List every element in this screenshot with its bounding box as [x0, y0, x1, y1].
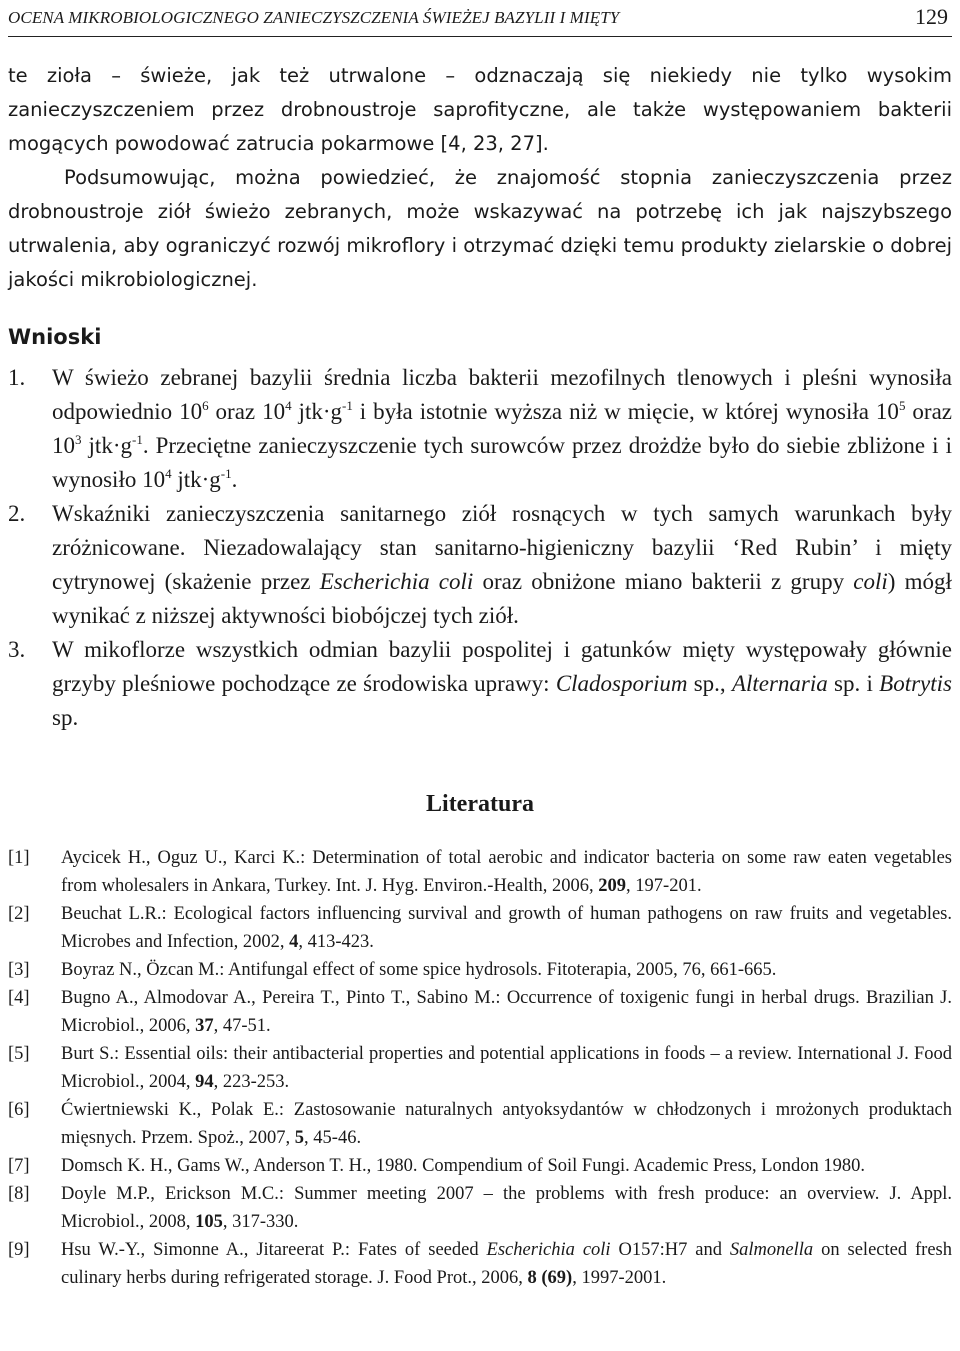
text-run: , 1997-2001. [572, 1268, 667, 1288]
text-run: i była istotnie wyższa niż w mięcie, w której wynosiła 10 [352, 399, 899, 424]
reference-list [8, 844, 952, 1292]
reference-text [61, 1236, 952, 1292]
text-run: , 317-330. [222, 1212, 299, 1232]
text-run: . Przeciętne zanieczyszczenie tych surowców przez drożdże było do siebie zbliżone i i wynosiło 10 [52, 433, 952, 492]
volume: 94 [195, 1072, 214, 1092]
superscript: 4 [165, 466, 172, 481]
text-run: oraz 10 [52, 399, 952, 458]
reference-item [8, 1152, 952, 1180]
reference-text [61, 900, 952, 956]
superscript: 3 [75, 432, 82, 447]
superscript: -1 [342, 398, 353, 413]
volume: 209 [598, 876, 627, 896]
paragraph-summary: Podsumowując, można powiedzieć, że znajomość stopnia zanieczyszczenia przez drobnoustroje ziół świeżo zebranych, może wskazywać na potrzebę ich jak najszybszego utrwalenia, aby ograniczyć rozwój mikroflory i otrzymać dzięki temu produkty zielarskie o dobrej jakości mikrobiologicznej. [8, 166, 952, 291]
superscript: 5 [898, 398, 906, 413]
volume: 8 (69) [522, 1268, 573, 1288]
reference-number: [8] [8, 1184, 30, 1204]
text-run: Hsu W.-Y., Simonne A., Jitareerat P.: Fates of seeded [61, 1240, 487, 1260]
superscript: 4 [285, 398, 292, 413]
text-run: W mikoflorze wszystkich odmian bazylii pospolitej i gatunków mięty występowały głównie grzyby pleśniowe pochodzące ze środowiska uprawy: [52, 637, 952, 696]
text-run: Ćwiertniewski K., Polak E.: Zastosowanie naturalnych antyoksydantów w chłodzonych i mrożonych produktach mięsnych. Przem. Spoż., 2007, [61, 1100, 952, 1148]
reference-text [61, 1040, 952, 1096]
reference-item [8, 1096, 952, 1152]
text-run: , 45-46. [304, 1128, 362, 1148]
text-run: Wskaźniki zanieczyszczenia sanitarnego ziół rosnących w tych samych warunkach były zróżnicowane. Niezadowalający stan sanitarno-higieniczny bazylii ‘Red Rubin’ i mięty cytrynowej (skażenie przez [52, 501, 952, 594]
conclusions-heading: Wnioski [8, 325, 102, 349]
reference-number: [6] [8, 1100, 30, 1120]
reference-number: [9] [8, 1240, 30, 1260]
text-run: Aycicek H., Oguz U., Karci K.: Determination of total aerobic and indicator bacteria on some raw eaten vegetables from wholesalers in Ankara, Turkey. Int. J. Hyg. Environ.-Health, 2006, [61, 848, 952, 896]
reference-item [8, 844, 952, 900]
running-title: OCENA MIKROBIOLOGICZNEGO ZANIECZYSZCZENIA ŚWIEŻEJ BAZYLII I MIĘTY [8, 8, 620, 27]
conclusion-number: 3. [8, 637, 26, 662]
text-run: jtk·g [291, 399, 342, 424]
text-run: W świeżo zebranej bazylii średnia liczba bakterii mezofilnych tlenowych i pleśni wynosiła odpowiednio 10 [52, 365, 952, 424]
conclusion-text [52, 633, 952, 735]
volume: 5 [294, 1128, 305, 1148]
reference-number: [2] [8, 904, 30, 924]
reference-item [8, 956, 952, 984]
conclusions-list [8, 361, 952, 735]
text-run: Boyraz N., Özcan M.: Antifungal effect of some spice hydrosols. Fitoterapia, 2005, 76, 661-665. [61, 960, 777, 980]
text-run: oraz 10 [208, 399, 286, 424]
text-run: Beuchat L.R.: Ecological factors influencing survival and growth of human pathogens on raw fruits and vegetables. Microbes and Infection, 2002, [61, 904, 952, 952]
volume: 4 [289, 932, 299, 952]
species-name: Botrytis [879, 671, 953, 696]
reference-number: [3] [8, 960, 30, 980]
text-run: Bugno A., Almodovar A., Pereira T., Pinto T., Sabino M.: Occurrence of toxigenic fungi in herbal drugs. Brazilian J. Microbiol., 2006, [61, 988, 952, 1036]
superscript: -1 [131, 432, 143, 447]
text-run: Burt S.: Essential oils: their antibacterial properties and potential applications in foods – a review. International J. Food Microbiol., 2004, [61, 1044, 952, 1092]
text-run: O157:H7 and [610, 1240, 730, 1260]
conclusion-text [52, 361, 952, 497]
species-name: Escherichia coli [486, 1240, 611, 1260]
text-run: oraz obniżone miano bakterii z grupy [473, 569, 854, 594]
conclusion-item [8, 633, 952, 735]
species-name: Alternaria [731, 671, 828, 696]
running-header [8, 2, 952, 37]
body-text [8, 59, 952, 297]
page-number: 129 [915, 4, 948, 29]
text-run: on selected fresh culinary herbs during refrigerated storage. J. Food Prot., 2006, [61, 1240, 953, 1288]
reference-number: [7] [8, 1156, 30, 1176]
reference-number: [5] [8, 1044, 30, 1064]
text-run: Domsch K. H., Gams W., Anderson T. H., 1980. Compendium of Soil Fungi. Academic Press, London 1980. [61, 1156, 866, 1176]
reference-text [61, 984, 952, 1040]
conclusion-number: 1. [8, 365, 26, 390]
reference-item [8, 1040, 952, 1096]
reference-text [61, 1096, 952, 1152]
text-run: jtk·g [171, 467, 221, 492]
text-run: , 413-423. [298, 932, 374, 952]
reference-item [8, 1236, 952, 1292]
reference-item [8, 1180, 952, 1236]
conclusion-item [8, 497, 952, 633]
reference-text [61, 1152, 952, 1180]
reference-text [61, 956, 952, 984]
reference-item [8, 984, 952, 1040]
volume: 37 [195, 1016, 214, 1036]
volume: 105 [195, 1212, 223, 1232]
species-name: coli [853, 569, 888, 594]
superscript: 6 [202, 398, 209, 413]
reference-number: [4] [8, 988, 30, 1008]
reference-text [61, 1180, 952, 1236]
text-run: sp. [52, 705, 79, 730]
reference-item [8, 900, 952, 956]
superscript: -1 [220, 466, 232, 481]
conclusion-text [52, 497, 952, 633]
text-run: , 197-201. [626, 876, 702, 896]
text-run: jtk·g [81, 433, 132, 458]
document-page [8, 0, 952, 1292]
text-run: ) mógł wynikać z niższej aktywności biobójczej tych ziół. [52, 569, 952, 628]
conclusion-item [8, 361, 952, 497]
conclusion-number: 2. [8, 501, 26, 526]
text-run: sp. i [827, 671, 880, 696]
reference-text [61, 844, 952, 900]
text-run: , 47-51. [213, 1016, 271, 1036]
text-run: sp., [687, 671, 732, 696]
text-run: . [231, 467, 238, 492]
literature-heading: Literatura [426, 791, 534, 817]
reference-number: [1] [8, 848, 30, 868]
text-run: , 223-253. [213, 1072, 290, 1092]
text-run: Doyle M.P., Erickson M.C.: Summer meeting 2007 – the problems with fresh produce: an overview. J. Appl. Microbiol., 2008, [61, 1184, 952, 1232]
species-name: Cladosporium [555, 671, 688, 696]
paragraph-continuation: te zioła – świeże, jak też utrwalone – odznaczają się niekiedy nie tylko wysokim zanieczyszczeniem przez drobnoustroje saprofityczne, ale także występowaniem bakterii mogących powodować zatrucia pokarmowe [4, 23, 27]. [8, 64, 952, 155]
species-name: Escherichia coli [319, 569, 474, 594]
species-name: Salmonella [729, 1240, 814, 1260]
